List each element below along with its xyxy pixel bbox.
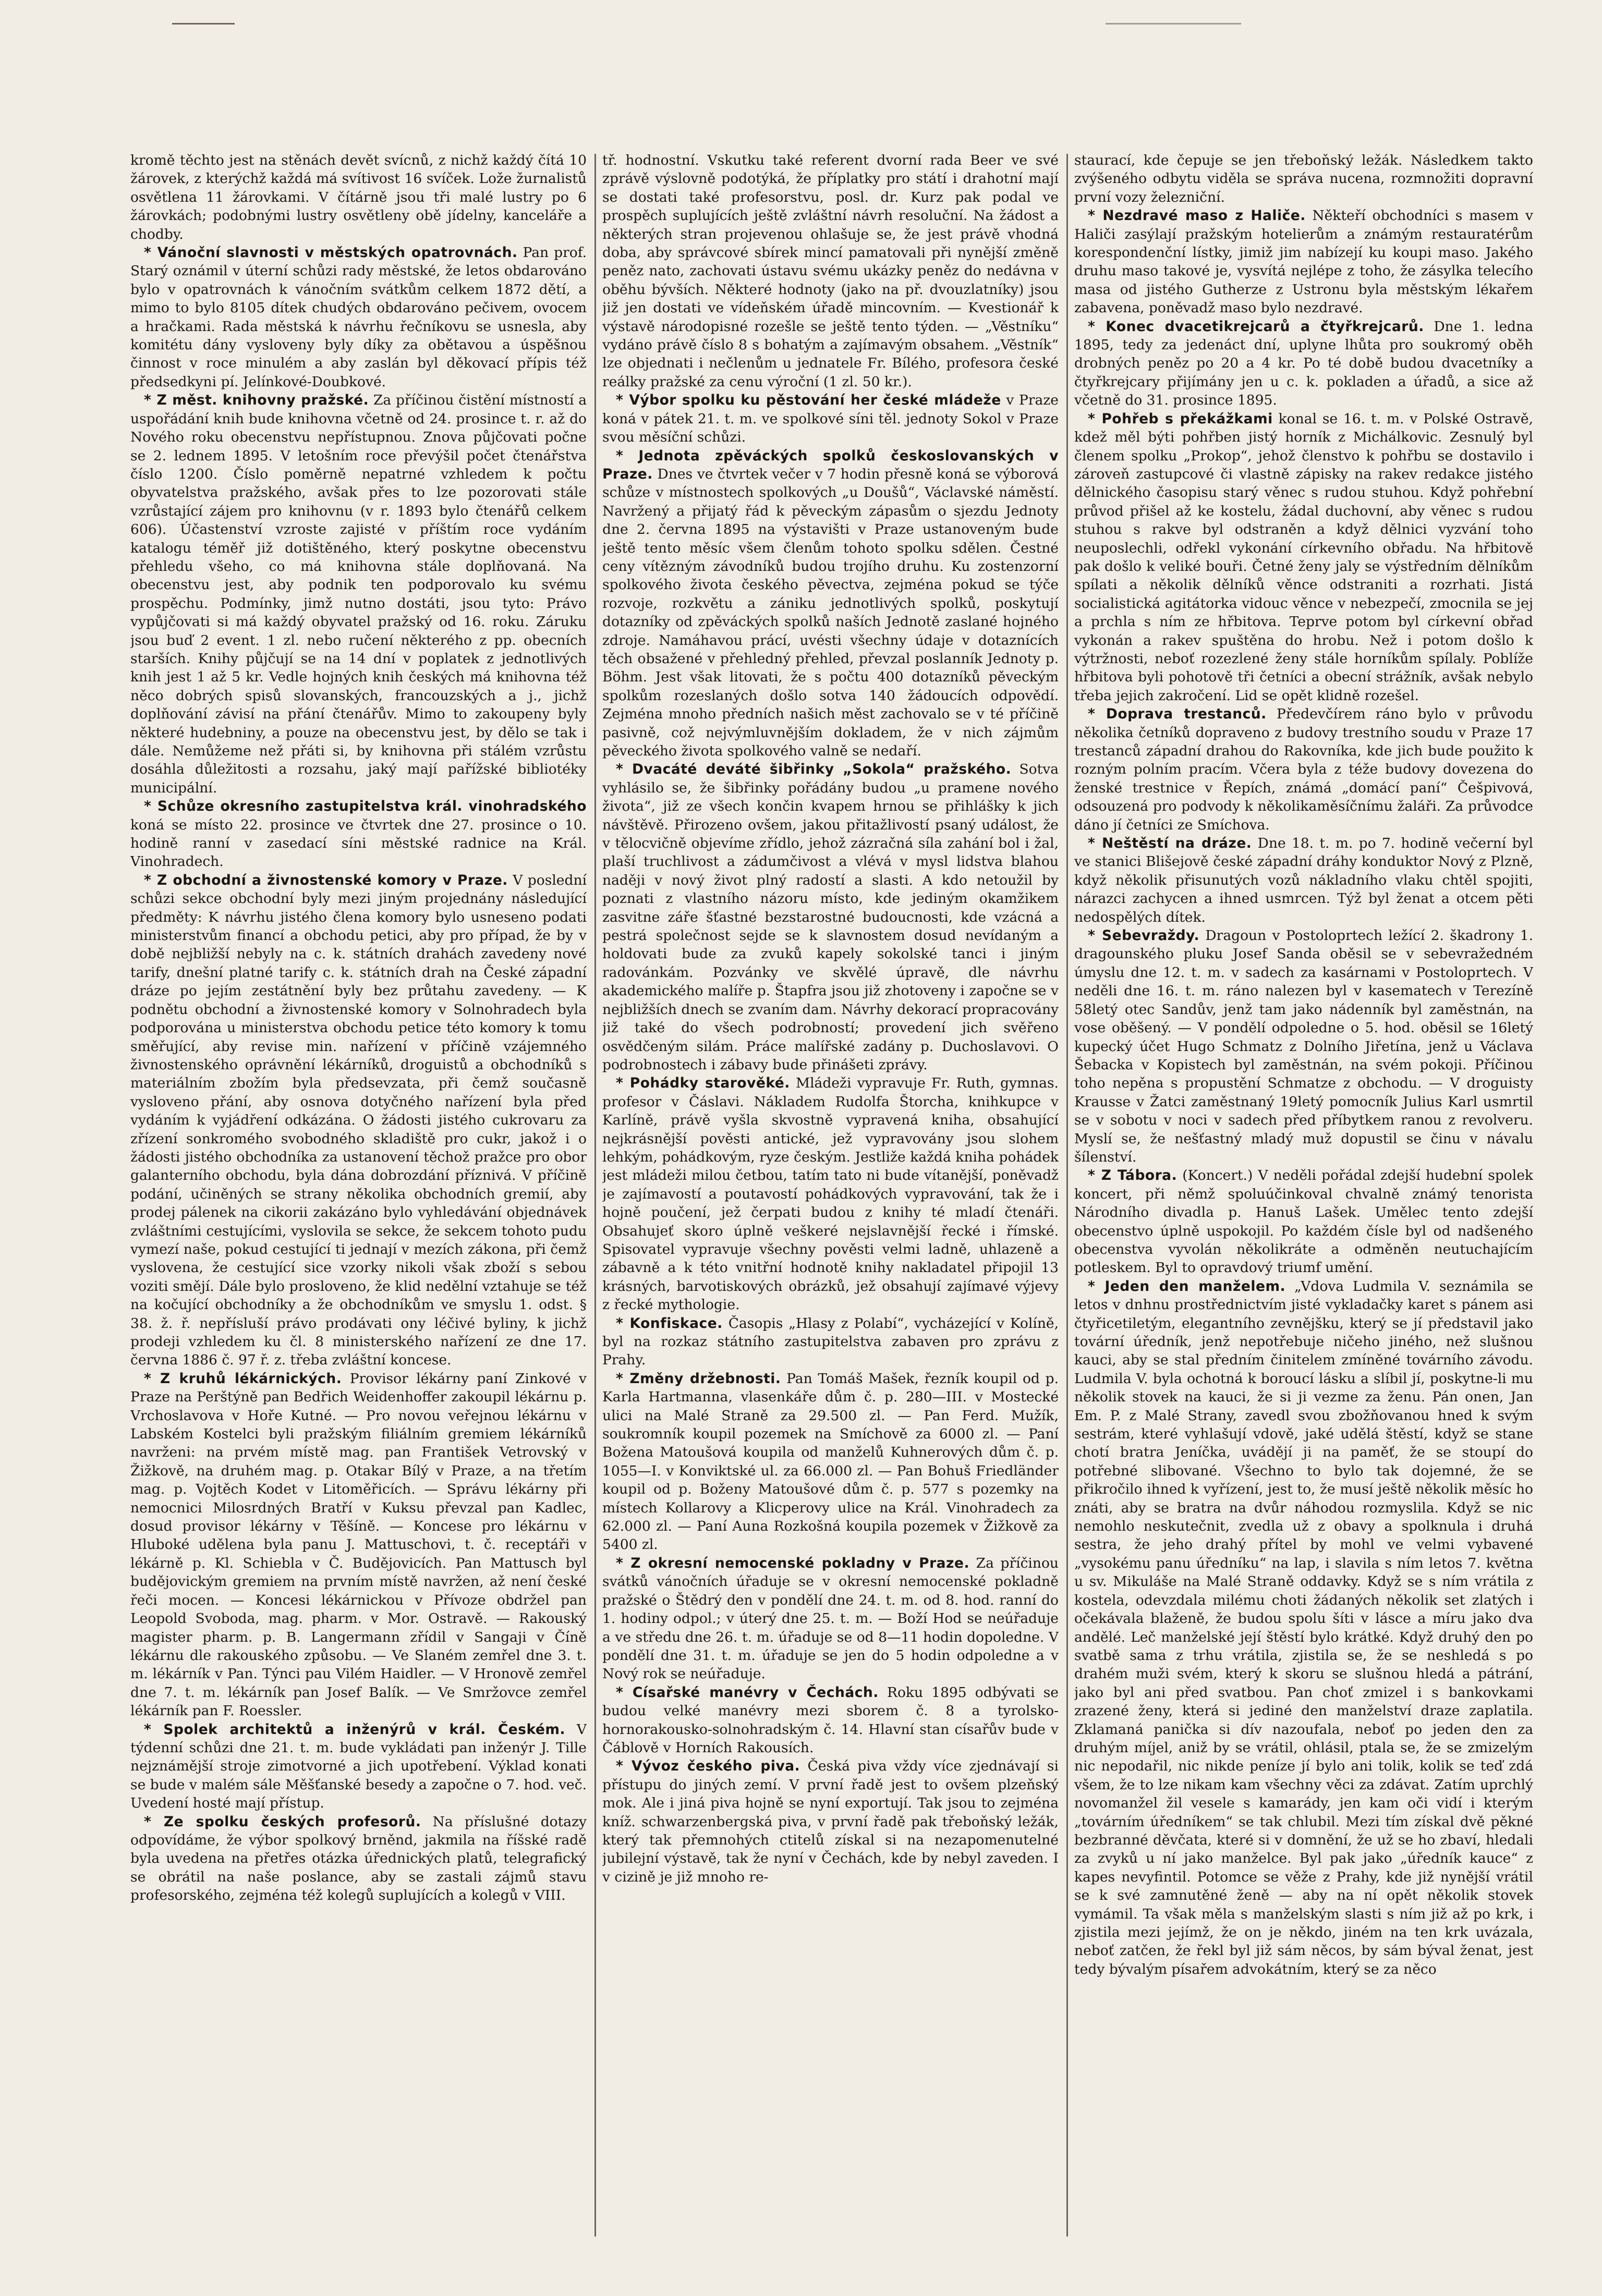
article-text: Na příslušné dotazy odpovídáme, že výbor spolkový brněnd, jakmila na říšské radě byla uvedena na přetřes otázka úřednických platů, telegrafický se obrátil na naše poslance, aby se zastali zájmů stavu profesorského, zejména též kolegů suplujících a kolegů v VIII. (130, 1813, 587, 1904)
article-headline: * Schůze okresního zastupitelstva král. vinohradského (144, 798, 587, 815)
article-paragraph (1074, 1277, 1533, 1979)
article-headline: * Z kruhů lékárnických. (144, 1370, 342, 1387)
article-text: koná se místo 22. prosince ve čtvrtek dne 27. prosince o 10. hodině ranní v zasedací síni městské radnice na Král. Vinohradech. (130, 816, 587, 870)
article-headline: * Z měst. knihovny pražské. (144, 392, 369, 409)
article-text: Za příčinou čistění místností a uspořádání knih bude knihovna včetně od 24. prosince t. r. až do Nového roku obecenstvu nepřístupnou. Znova půjčovati počne se 2. lednem 1895. V letošním roce převýšil počet čtenářstva číslo 1200. Číslo poměrně nepatrné vzhledem k počtu obyvatelstva pražského, avšak přes to lze pozorovati stále vzrůstající zájem pro knihovnu (v r. 1893 bylo čtenářů celkem 606). Účastenství vzroste zajisté v příštím roce vydáním katalogu téměř již dotištěného, který poskytne obecenstvu přehledu všeho, co má knihovna stále doplňovaná. Na obecenstvu jest, aby podnik ten podporovalo ku svému prospěchu. Podmínky, jimž nutno dostáti, jsou tyto: Právo vypůjčovati si má každý obyvatel pražský od 16. roku. Záruku jsou buď 2 event. 1 zl. nebo ručení některého z pp. obecních starších. Knihy půjčují se na 14 dní v poplatek z jednotlivých knih jest 1 až 5 kr. Vedle hojných knih českých má knihovna též něco dobrých spisů slovanských, francouzských a j., jichž doplňování závisí na přání čtenářův. Mimo to zakoupeny byly některé hudebniny, a pouze na obecenstvu jest, by dělo se tak i dále. Nemůžeme než přáti si, by knihovna při stálém vzrůstu dosáhla důležitosti a rozsahu, jaký mají pařížské bibliotéky municipální. (130, 392, 587, 796)
article-headline: * Z Tábora. (1088, 1167, 1178, 1184)
article-headline: * Jednota zpěváckých spolků českoslovanských v Praze. (602, 447, 1059, 482)
article-text: v Praze koná v pátek 21. t. m. ve spolkové síni těl. jednoty Sokol v Praze svou měsíční schůzi. (602, 392, 1059, 446)
article-headline: * Pohřeb s překážkami (1088, 410, 1273, 427)
article-text: Předevčírem ráno bylo v průvodu několika četníků dopraveno z budovy trestního soudu v Praze 17 trestanců západní drahou do Rakovníka, kde jich bude použito k rozným polním pracím. Včera byla z téže budovy dovezena do ženské trestnice v Řepích, známá „domácí paní“ Češpivová, odsouzená pro podvody k několikaměsíčnímu žaláři. Za průvodce dáno jí četníci ze Smíchova. (1074, 706, 1533, 833)
article-headline: * Dvacáté deváté šibřinky „Sokola“ pražského. (616, 761, 1012, 778)
article-paragraph (130, 1370, 587, 1720)
article-headline: * Pohádky starověké. (616, 1075, 790, 1092)
article-text: konal se 16. t. m. v Polské Ostravě, kdež měl býti pohřben jistý horník z Michálkovic. Zesnulý byl členem spolku „Prokop“, jehož členstvo k pohřbu se dostavilo i zároveň zastupcové či vlastně zápisky na rakev redakce jistého dělnického časopisu starý věnec s rudou stuhou. Když pohřební průvod přišel až ke kostelu, žádal duchovní, aby věnec s rudou stuhou s rakve byl odstraněn a když dělnici vyzvání toho neuposlechli, odřekl vykonání církevního obřadu. Na hřbitově pak došlo k veliké bouři. Četné ženy jaly se výstředním dělníkům spílati a několik dělníků věnce odstraniti a rozrhati. Jistá socialistická agitátorka vidouc věnce v nebezpečí, zmocnila se jej a prchla s ním ze hřbitova. Teprve potom byl církevní obřad vykonán a rakev spuštěna do hrobu. Než i potom došlo k výtržnosti, neboť rozezlené ženy stále horníkům spílaly. Poblíže hřbitova byli pohotově tři četníci a obecní strážník, avšak nebylo třeba jejich zakročení. Lid se opět klidně rozešel. (1074, 410, 1533, 704)
article-paragraph (1074, 410, 1533, 705)
column-divider (594, 154, 596, 2237)
article-headline: * Konec dvacetikrejcarů a čtyřkrejcarů. (1088, 318, 1424, 335)
article-headline: * Jeden den manželem. (1088, 1278, 1286, 1294)
article-paragraph (1074, 1166, 1533, 1277)
article-headline: * Vánoční slavnosti v městských opatrovnách. (144, 245, 518, 261)
article-headline: * Z okresní nemocenské pokladny v Praze. (616, 1555, 970, 1571)
article-text: tř. hodnostní. Vskutku také referent dvorní rada Beer ve své zprávě výslovně podotýká, že příplatky pro státí i drahotní mají se dostati také profesorstvu, posl. dr. Kurz pak podal ve prospěch suplujících ještě zvláštní návrh resoluční. Na žádost a některých stran projevenou ohlašuje se, že jest právě vhodná doba, aby správcové sbírek mincí pamatovali při nynější změně peněz nato, zachovati ústavu svému ukázky peněz do nedávna v oběhu bývších. Některé hodnoty (jako na př. dvouzlatníky) jsou již jen dostati ve vídeňském úřadě mincovním. — Kvestionář k výstavě národopisné rozešle se ještě tento týden. — „Věstníku“ vydáno právě číslo 8 s bohatým a zajímavým obsahem. „Věstník“ lze objednati i nečlenům u jednatele Fr. Bílého, profesora české reálky pražské za cenu výroční (1 zl. 50 kr.). (602, 152, 1059, 390)
article-text: V poslední schůzi sekce obchodní byly mezi jiným projednány následující předměty: K návrhu jistého člena komory bylo usneseno podati ministerstvům financí a obchodu petici, aby pro případ, že by v době nejbližší nebyly na c. k. státních drahách zavedeny nové tarify, dnešní platné tarify c. k. státních drah na České západní dráze po jejím zestátnění byly bez průtahu zavedeny. — K podnětu obchodní a živnostenské komory v Solnohradech byla podporována u ministerstva obchodu petice této komory k tomu směřující, aby revise min. nařízení v příčině vzájemného živnostenského oprávnění lékárníků, droguistů a obchodníků s materiálním zbožím byla předsevzata, při čemž současně vysloveno přání, aby osnova dotyčného nařízení byla před vydáním k vyjádření odkázána. O žádosti jistého cukrovaru za zřízení sonkromého svobodného skladiště pro cukr, jakož i o žádosti jistého obchodníka za ustanovení těchož pražce pro obor galanterního obchodu, byla dána dobrozdání příznivá. V příčině podání, učiněných se strany několika obchodních gremií, aby prodej pálenek na cikorii zakázáno bylo vyhledávání objednávek zvláštními cestujícími, vyslovila se sekce, že sekcem tohoto pudu vymezí naše, pokud cestující ti jednají v mezích zákona, při čemž vyslovena, že cestující sice vzorky nikoli však zboží s sebou voziti smějí. Dále bylo prosloveno, že klid nedělní vztahuje se též na kočující obchodníky a že obchodníkům ve smyslu 1. odst. § 38. ž. ř. nepřísluší právo prodávati ony léčivé byliny, k jichž prodeji vzhledem ku čl. 8 ministerského nařízení ze dne 17. června 1886 č. 97 ř. z. třeba zvláštní koncese. (130, 872, 587, 1369)
article-text: kromě těchto jest na stěnách devět svícnů, z nichž každý čítá 10 žárovek, z kterýchž každá má svítivost 16 svíček. Lože žurnalistů osvětlena 11 žárovkami. V čítárně jsou tři malé lustry po 6 žárovkách; podobnými lustry osvětleny obě jídelny, kanceláře a chodby. (130, 152, 587, 242)
article-paragraph (602, 1757, 1059, 1886)
article-paragraph (130, 151, 587, 243)
article-text: Pan prof. Starý oznámil v úterní schůzi rady městské, že letos obdarováno bylo v opatrovnách k vánočním svátkům celkem 1872 dětí, a mimo to bylo 8105 dítek chudých obdarováno pečivem, ovocem a hračkami. Rada městská k návrhu řečníkovu se usnesla, aby komitétu dány vysloveny byly díky za obětavou a úspěšnou činnost v roce minulém a aby zaslán byl děkovací přípis též předsedkyni pí. Jelínkové-Doubkové. (130, 245, 587, 390)
article-paragraph (602, 1370, 1059, 1554)
article-text: Provisor lékárny paní Zinkové v Praze na Perštýně pan Bedřich Weidenhoffer zakoupil lékárnu p. Vrchoslavova v Hoře Kutné. — Pro novou veřejnou lékárnu v Labském Kostelci byli pražským filiálním gremiem lékárníků navrženi: na prvém místě mag. pan František Vetrovský v Žižkově, na druhém mag. p. Otakar Bílý v Praze, a na třetím mag. p. Vojtěch Kodet v Litoměřicích. — Správu lékárny při nemocnici Milosrdných Bratří v Kuksu převzal pan Kadlec, dosud provisor lékárny v Těšíně. — Koncese pro lékárnu v Hluboké udělena byla panu J. Mattuschovi, t. č. receptáři v lékárně p. Kl. Schiebla v Č. Budějovicích. Pan Mattusch byl budějovickým gremiem na prvním místě navržen, až není české řeči mocen. — Koncesi lékárnickou v Přívoze obdržel pan Leopold Svoboda, mag. pharm. v Mor. Ostravě. — Rakouský magister pharm. p. B. Langermann zřídil v Sangaji v Číně lékárnu dle rakouského způsobu. — Ve Slaném zemřel dne 3. t. m. lékárník v Pan. Týnci pau Vilém Haidler. — V Hronově zemřel dne 7. t. m. lékárník pan Josef Balík. — Ve Smržovce zemřel lékárník pan F. Roessler. (130, 1370, 587, 1719)
article-text: Roku 1895 odbývati se budou velké manévry mezi sborem č. 8 a tyrolsko-hornorakousko-solnohradským č. 14. Hlavní stan císařův bude v Čáblově v Horních Rakousích. (602, 1684, 1059, 1756)
top-edge-mark (1106, 23, 1241, 25)
article-headline: * Sebevraždy. (1088, 927, 1200, 944)
column-right (1074, 151, 1533, 2237)
article-paragraph (1074, 317, 1533, 410)
article-paragraph (130, 871, 587, 1370)
article-paragraph (602, 391, 1059, 446)
article-headline: * Změny držebnosti. (616, 1370, 781, 1387)
article-text: Dne 1. ledna 1895, tedy za jedenáct dní, uplyne lhůta pro soukromý oběh drobných peněz po 20 a 4 kr. Po té době budou dvacetníky a čtyřkrejcary přijímány jen u c. k. pokladen a úřadů, a sice až včetně do 31. prosince 1895. (1074, 318, 1533, 409)
article-headline: * Doprava trestanců. (1088, 706, 1267, 723)
article-paragraph (602, 1314, 1059, 1370)
article-text: Za příčinou svátků vánočních úřaduje se v okresní nemocenské pokladně pražské o Štědrý den v pondělí dne 24. t. m. od 8. hod. ranní do 1. hodiny odpol.; v úterý dne 25. t. m. — Boží Hod se neúřaduje a ve středu dne 26. t. m. úřaduje se od 8—11 hodin dopoledne. V pondělí dne 31. t. m. úřaduje se jen do 5 hodin odpoledne a v Nový rok se neúřaduje. (602, 1555, 1059, 1682)
article-paragraph (602, 1683, 1059, 1757)
article-text: Sotva vyhlásilo se, že šibřinky pořádány budou „u pramene nového života“, již ze všech končin kvapem hrnou se přihlášky k jich návštěvě. Přirozeno ovšem, jakou přitažlivostí psaný událost, že v tělocvičně objevíme zřídlo, jehož zázračná síla zahání bol i žal, plaší truchlivost a zádumčivost a vlévá v mysl lidstva blahou naději v nový život plný radostí a slasti. A kdo netoužil by poznati z vlastního názoru místo, kde jediným okamžikem zasvitne záře šťastné bezstarostné budoucnosti, kde vzácná a pestrá společnost sejde se k slavnostem dosud nevídaným a holdovati bude za zvuků kapely sokolské tanci i jiným radovánkám. Pozvánky ve skvělé úpravě, dle návrhu akademického malíře p. Štapfra jsou již zhotoveny i započne se v nejbližších dnech se zvaním dam. Návrhy dekorací propracovány již také do všech podrobností; provedení jich svěřeno osvědčeným silám. Práce malířské zadány p. Duchoslavovi. O podrobnostech i zábavy bude přinášeti zprávy. (602, 761, 1059, 1073)
article-headline: * Spolek architektů a inženýrů v král. Českém. (144, 1721, 566, 1738)
article-paragraph (130, 391, 587, 797)
article-text: Česká piva vždy více zjednávají si přístupu do jiných zemí. V první řadě jest to ovšem plzeňský mok. Ale i jiná piva hojně se nyní exportují. Tak jsou to zejména kníž. schwarzenbergská piva, v první řadě pak třeboňský ležák, který tak přemnohých ctitelů získal si na nezapomenutelné jubilejní výstavě, tak že nyní v Čechách, kde by nebyl zaveden. I v cizině je již mnoho re- (602, 1758, 1059, 1885)
article-paragraph (602, 151, 1059, 391)
article-paragraph (602, 1074, 1059, 1314)
article-paragraph (130, 1813, 587, 1905)
article-paragraph (1074, 834, 1533, 926)
article-text: staurací, kde čepuje se jen třeboňský ležák. Následkem takto zvýšeného odbytu viděla se správa nucena, rozmnožiti dopravní první vozy železniční. (1074, 152, 1533, 205)
article-text: (Koncert.) V neděli pořádal zdejší hudební spolek koncert, při němž spoluúčinkoval chvalně známý tenorista Národního divadla p. Hanuš Lašek. Umělec tento zdejší obecenstvo úplně uspokojil. Po každém čísle byl od nadšeného obecenstva vyvolán několikráte a odměněn neutuchajícím potleskem. Byl to opravdový triumf umění. (1074, 1167, 1533, 1276)
column-left (130, 151, 587, 2237)
article-text: Mládeži vypravuje Fr. Ruth, gymnas. profesor v Čáslavi. Nákladem Rudolfa Štorcha, knihkupce v Karlíně, právě vyšla skvostně vypravená kniha, obsahující nejkrásnější pověsti antické, jež vypravovány jsou slohem lehkým, pohádkovým, ryze českým. Jestliže každá kniha pohádek jest mládeži milou četbou, tatím tato ni bude vítanější, poněvadž je zajímavostí a poutavostí pohádkových vypravování, tak že i hojně poučení, jež čerpati budou z knihy té mladí čtenáři. Obsahujeť skoro úplně veškeré nejslavnější řecké i římské. Spisovatel vypravuje všechny pověsti velmi ladně, uhlazeně a zábavně a k této vnitřní hodnotě knihy nakladatel připojil 13 krásných, barvotiskových obrázků, jež obsahují zajímavé výjevy z řecké mythologie. (602, 1075, 1059, 1313)
article-headline: * Konfiskace. (616, 1315, 723, 1332)
article-text: Pan Tomáš Mašek, řezník koupil od p. Karla Hartmanna, vlasenkáře dům č. p. 280—III. v Mostecké ulici na Malé Straně za 29.500 zl. — Pan Ferd. Mužík, soukromník koupil pozemek na Smíchově za 6000 zl. — Paní Božena Matoušová koupila od manželů Kuhnerových dům č. p. 1055—I. v Konviktské ul. za 66.000 zl. — Pan Bohuš Friedländer koupil od p. Boženy Matoušové dům č. p. 577 s pozemky na místech Kollarovy a Klicperovy ulice na Král. Vinohradech za 62.000 zl. — Paní Auna Rozkošná koupila pozemek v Žižkově za 5400 zl. (602, 1370, 1059, 1553)
column-divider (1066, 154, 1068, 2237)
article-headline: * Císařské manévry v Čechách. (616, 1684, 879, 1701)
article-headline: * Vývoz českého piva. (616, 1758, 800, 1775)
article-text: Někteří obchodníci s masem v Haliči zasýlají pražským hotelierům a známým restauratérům korespondenční lístky, jimiž jim nabízejí ku koupi maso. Jakého druhu maso takové je, vysvítá nejlépe z toho, že zásylka telecího masa od jistého Gutherze z Ustronu byla městským lékařem zabavena, poněvadž maso bylo nezdravé. (1074, 207, 1533, 316)
article-headline: * Z obchodní a živnostenské komory v Praze. (144, 872, 508, 888)
article-paragraph (1074, 151, 1533, 206)
article-text: Časopis „Hlasy z Polabí“, vycházející v Kolíně, byl na rozkaz státního zastupitelstva zabaven pro zprávu z Prahy. (602, 1315, 1059, 1369)
article-headline: * Nezdravé maso z Haliče. (1088, 207, 1306, 224)
article-text: „Vdova Ludmila V. seznámila se letos v dnhnu prostřednictvím jisté vykladačky karet s pánem asi čtyřicetiletým, elegantního zevnějšku, který se jí představil jako tovární úředník, jenž nepotřebuje ničeho jiného, než slušnou kauci, aby se stal předním činitelem zmíněné továrního závodu. Ludmila V. byla ochotná k boroucí lásku a slíbil jí, poskytne-li mu několik stovek na kauci, že si ji vezme za ženu. Pán onen, Jan Em. P. z Malé Strany, zavedl svou zbožňovanou hned k svým sestrám, které vyhlašují vdově, jaké udělá štěstí, když se stane chotí bratra Jeníčka, uvádějí ji na paměť, že se stoupí do potřebné slibované. Všechno to bylo tak dojemné, že se přikročilo ihned k vyřízení, jest to, že musí ještě několik měsíc ho znáti, aby se bratra na dvůr náhodou rozmyslila. Když se nic nemohlo neskutečnit, zvedla už z obavy a spolknula i druhá sestra, že jeho drahý přítel by mohl ve velmi vybavené „vysokému panu úředníku“ na lap, i slavila s ním letos 7. května u sv. Mikuláše na Malé Straně oddavky. Když se s ním vrátila z kostela, odevzdala milému choti žádaných několik set zlatých i očekávala blaženě, že budou spolu šíti v lásce a míru jako dva andělé. Leč manželské její štěstí bylo krátké. Když druhý den po svatbě sama z trhu vrátila, zjistila se, že se neshledá s po drahém muži svém, který k skoru se slušnou hledá a pátrání, jako byl ani před svatbou. Pan choť zmizel i s bankovkami zrazené ženy, která si jediné den manželství draze zaplatila. Zklamaná panička si dív nazoufala, neboť po jeden den za druhým míjel, aniž by se vrátil, ohlásil, ptala se, že se zmizelým nic nepodařil, nic nikde peníze jí bylo ani tolik, kolik se teď zdá všem, že to lze nikam kam všechny věci za zdávat. Zatím uprchlý novomanžel žil vesele s kamarády, jen kam oči vidí i kterým „továrním úředníkem“ se tak chlubil. Mezi tím získal dvě pěkné bezbranné děvčata, které si v domnění, že už se ho zbaví, hledali za zvyků u ní jako manželce. Byl pak jako „úředník kauce“ z kapes nevyfintil. Potomce se věže z Prahy, kde již nynější vrátil se k své zamnutěné ženě — aby na ní opět několik stovek vymámil. Ta však měla s manželským slasti s ním již až po krk, i zjistila mezi jejímž, že on je někdo, jiném na ten krk uvázala, neboť zatčen, že řekl byl již sám něcos, by sám býval ženat, jest tedy bývalým písařem advokátním, který se za něco (1074, 1278, 1533, 1977)
top-edge-mark (172, 23, 235, 25)
article-paragraph (1074, 705, 1533, 834)
article-text: V týdenní schůzi dne 21. t. m. bude vykládati pan inženýr J. Tille nejznámější stroje zimotvorné a jich upotřebení. Výklad konati se bude v malém sále Měšťanské besedy a započne o 7. hod. več. Uvedení hosté mají přístup. (130, 1721, 587, 1812)
article-paragraph (1074, 926, 1533, 1166)
article-paragraph (602, 447, 1059, 761)
article-headline: * Ze spolku českých profesorů. (144, 1813, 421, 1830)
article-headline: * Výbor spolku ku pěstování her české mládeže (616, 392, 1001, 409)
article-text: Dnes ve čtvrtek večer v 7 hodin přesně koná se výborová schůze v místnostech spolkových „u Doušů“, Václavské náměstí. Navržený a přijatý řád k pěveckým zápasům o sjezdu Jednoty dne 2. června 1895 na výstavišti v Praze ustanoveným bude ještě tento měsíc všem členům tohoto spolku sdělen. Čestné ceny vítězným závodníků budou trojího druhu. Ku zostenzorní spolkového života českého pěvectva, zejména pokud se týče rozvoje, rozkvětu a zániku jednotlivých spolků, poskytují dotazníky od zpěváckých spolků naších Jednotě zaslané hojného zdroje. Namáhavou prácí, uvésti všechny údaje v dotaznících těch obsažené v přehledný přehled, převzal poslanník Jednoty p. Böhm. Jest však litovati, že s počtu 400 dotazníků pěveckým spolkům rozeslaných došlo sotva 140 žádoucích odpovědí. Zejména mnoho předních našich měst zachovalo se v té příčině pasivně, což nejvýmluvnějším dokladem, že v nich zájmům pěveckého života spolkového valně se nedaří. (602, 466, 1059, 759)
article-paragraph (602, 1554, 1059, 1683)
article-paragraph (130, 1720, 587, 1813)
article-paragraph (130, 243, 587, 391)
article-text: Dne 18. t. m. po 7. hodině večerní byl ve stanici Blišejově české západní dráhy konduktor Nový z Plzně, když několik přisunutých vozů nákladního vlaku chtěl spojiti, nárazci zachycen a ihned usmrcen. Týž byl ženat a otcem pěti nedospělých dítek. (1074, 835, 1533, 925)
article-paragraph (130, 797, 587, 871)
article-headline: * Neštěstí na dráze. (1088, 835, 1252, 852)
article-paragraph (1074, 206, 1533, 317)
article-text: Dragoun v Postoloprtech ležící 2. škadrony 1. dragounského pluku Josef Sanda oběsil se v sebevražedném úmyslu dne 12. t. m. v sadech za kasárnami v Postoloprtech. V neděli dne 16. t. m. ráno nalezen byl v kasematech v Terezíně 58letý otec Sandův, jenž tam jako nádenník byl zaměstnán, na vose oběšený. — V pondělí odpoledne o 5. hod. oběsil se 16letý kupecký účet Hugo Schmatz z Dolního Jiřetína, jenž u Václava Šebacka v Kopistech byl zaměstnán, na svém pokoji. Příčinou toho nepěna s propustění Schmatze z obchodu. — V droguisty Krausse v Žatci zaměstnaný 19letý pomocník Julius Karl usmrtil se v sobotu v noci v sadech před příbytkem ranou z revolveru. Myslí se, že nešťastný mladý muž dopustil se činu v návalu šílenství. (1074, 927, 1533, 1165)
column-middle (602, 151, 1059, 2237)
article-paragraph (602, 760, 1059, 1074)
